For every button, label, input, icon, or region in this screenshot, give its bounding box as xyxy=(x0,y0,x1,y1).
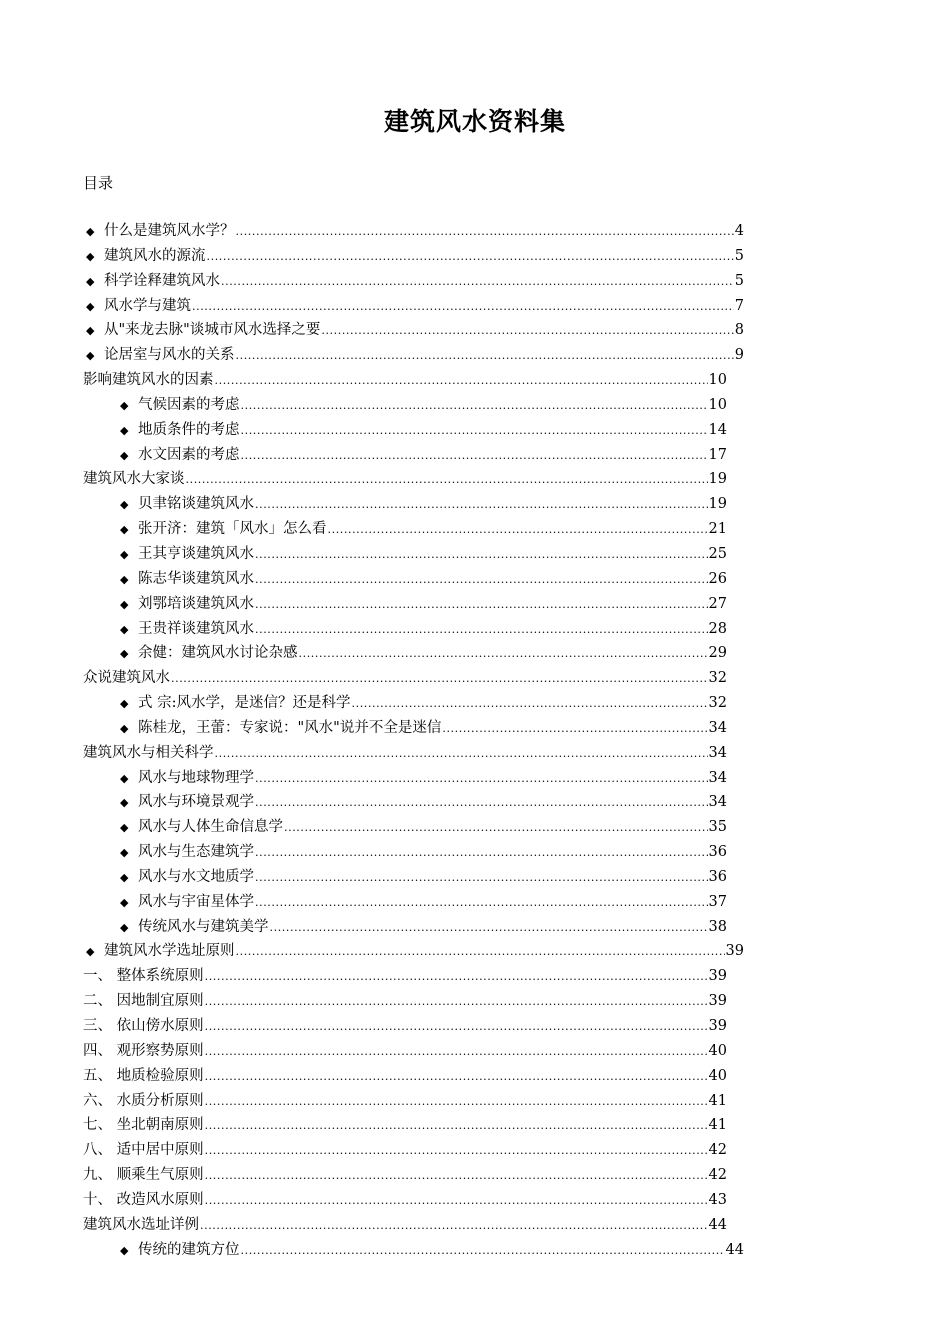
toc-section-heading[interactable]: 三、 依山傍水原则 ..... 39 xyxy=(0,1014,727,1039)
toc-entry[interactable]: ◆ 风水与宇宙星体学 ..... 37 xyxy=(0,890,727,915)
diamond-bullet-icon: ◆ xyxy=(120,870,129,884)
document-title: 建筑风水资料集 xyxy=(383,107,566,136)
toc-page-number: 8 xyxy=(734,322,744,339)
toc-page-number: 44 xyxy=(708,1216,727,1233)
diamond-bullet-icon: ◆ xyxy=(86,945,95,959)
toc-entry[interactable]: ◆ 建筑风水的源流 ..... 5 xyxy=(0,244,744,269)
diamond-bullet-icon: ◆ xyxy=(120,547,129,561)
toc-section-heading[interactable]: 七、 坐北朝南原则 ..... 41 xyxy=(0,1113,727,1138)
toc-page-number: 37 xyxy=(708,893,727,910)
toc-page-number: 10 xyxy=(708,396,727,413)
diamond-bullet-icon: ◆ xyxy=(86,225,95,238)
toc-page-number: 29 xyxy=(708,645,727,662)
diamond-bullet-icon: ◆ xyxy=(120,398,129,412)
diamond-bullet-icon: ◆ xyxy=(120,895,129,909)
toc-section-heading[interactable]: 影响建筑风水的因素 ..... 10 xyxy=(0,368,727,393)
toc-page-number: 39 xyxy=(708,993,727,1010)
toc-page-number: 42 xyxy=(708,1142,727,1159)
toc-section-heading[interactable]: 一、 整体系统原则 ..... 39 xyxy=(0,964,727,989)
toc-entry[interactable]: ◆ 余健：建筑风水讨论杂感 ..... 29 xyxy=(0,641,727,666)
toc-section-heading[interactable]: 二、 因地制宜原则 ..... 39 xyxy=(0,989,727,1014)
diamond-bullet-icon: ◆ xyxy=(120,498,129,512)
toc-page-number: 43 xyxy=(708,1191,727,1208)
toc-page-number: 41 xyxy=(708,1092,727,1109)
diamond-bullet-icon: ◆ xyxy=(86,349,95,363)
toc-entry[interactable]: ◆ 王贵祥谈建筑风水 ..... 28 xyxy=(0,617,727,642)
diamond-bullet-icon: ◆ xyxy=(120,796,129,810)
toc-entry[interactable]: ◆ 风水与环境景观学 ..... 34 xyxy=(0,790,727,815)
diamond-bullet-icon: ◆ xyxy=(120,597,129,611)
toc-section-heading[interactable]: 四、 观形察势原则 ..... 40 xyxy=(0,1039,727,1064)
toc-entry[interactable]: ◆ 风水学与建筑 ..... 7 xyxy=(0,294,744,319)
diamond-bullet-icon: ◆ xyxy=(120,448,129,462)
toc-page-number: 9 xyxy=(734,347,744,364)
toc-page-number: 34 xyxy=(708,794,727,811)
toc-entry[interactable]: ◆ 水文因素的考虑 ..... 17 xyxy=(0,443,727,468)
toc-page-number: 28 xyxy=(708,620,727,637)
toc-entry[interactable]: ◆ 风水与地球物理学 ..... 34 xyxy=(0,766,727,791)
toc-page-number: 7 xyxy=(734,297,744,314)
diamond-bullet-icon: ◆ xyxy=(120,572,129,586)
diamond-bullet-icon: ◆ xyxy=(120,821,129,835)
toc-section-heading[interactable]: 五、 地质检验原则 ..... 40 xyxy=(0,1064,727,1089)
diamond-bullet-icon: ◆ xyxy=(120,920,129,934)
toc-page-number: 26 xyxy=(708,570,727,587)
diamond-bullet-icon: ◆ xyxy=(120,647,129,661)
diamond-bullet-icon: ◆ xyxy=(120,697,129,711)
toc-page-number: 5 xyxy=(734,272,744,289)
toc-page-number: 39 xyxy=(725,943,744,960)
toc-entry[interactable]: ◆ 风水与人体生命信息学 ..... 35 xyxy=(0,815,727,840)
toc-heading: 目录 xyxy=(83,174,114,192)
table-of-contents xyxy=(0,219,950,1262)
diamond-bullet-icon: ◆ xyxy=(120,423,129,437)
toc-entry[interactable]: ◆ 张开济：建筑「风水」怎么看 ..... 21 xyxy=(0,517,727,542)
toc-entry[interactable]: ◆ 风水与水文地质学 ..... 36 xyxy=(0,865,727,890)
diamond-bullet-icon: ◆ xyxy=(120,1243,129,1257)
toc-page-number: 5 xyxy=(734,247,744,264)
diamond-bullet-icon: ◆ xyxy=(120,721,129,735)
toc-page-number: 36 xyxy=(708,868,727,885)
toc-entry[interactable]: ◆ 建筑风水学选址原则 ..... 39 xyxy=(0,939,744,964)
diamond-bullet-icon: ◆ xyxy=(86,299,95,313)
toc-page-number: 19 xyxy=(708,471,727,488)
toc-section-heading[interactable]: 九、 顺乘生气原则 ..... 42 xyxy=(0,1163,727,1188)
toc-entry[interactable]: ◆ 从"来龙去脉"谈城市风水选择之要 ..... 8 xyxy=(0,318,744,343)
toc-section-heading[interactable]: 六、 水质分析原则 ..... 41 xyxy=(0,1089,727,1114)
toc-page-number: 27 xyxy=(708,595,727,612)
diamond-bullet-icon: ◆ xyxy=(120,622,129,636)
toc-section-heading[interactable]: 众说建筑风水 ..... 32 xyxy=(0,666,727,691)
toc-entry[interactable]: ◆ 科学诠释建筑风水 ..... 5 xyxy=(0,269,744,294)
toc-entry[interactable]: ◆ 传统风水与建筑美学 ..... 38 xyxy=(0,915,727,940)
toc-entry[interactable]: ◆ 式 宗:风水学，是迷信？还是科学 ..... 32 xyxy=(0,691,727,716)
toc-page-number: 39 xyxy=(708,1018,727,1034)
diamond-bullet-icon: ◆ xyxy=(86,274,95,288)
toc-section-heading[interactable]: 十、 改造风水原则 ..... 43 xyxy=(0,1188,727,1213)
toc-page-number: 34 xyxy=(708,719,727,736)
toc-entry[interactable]: ◆ 陈桂龙，王蕾：专家说："风水"说并不全是迷信 ..... 34 xyxy=(0,716,727,741)
diamond-bullet-icon: ◆ xyxy=(86,249,95,263)
toc-page-number: 35 xyxy=(708,819,727,836)
toc-section-heading[interactable]: 八、 适中居中原则 ..... 42 xyxy=(0,1138,727,1163)
toc-page-number: 14 xyxy=(708,421,727,438)
toc-page-number: 34 xyxy=(708,769,727,786)
toc-page-number: 21 xyxy=(708,521,727,538)
toc-page-number: 40 xyxy=(708,1042,727,1059)
toc-entry[interactable]: ◆ 气候因素的考虑 ..... 10 xyxy=(0,393,727,418)
toc-page-number: 32 xyxy=(708,695,727,712)
toc-page-number: 41 xyxy=(708,1117,727,1134)
toc-page-number: 4 xyxy=(734,223,744,239)
toc-page-number: 36 xyxy=(708,844,727,861)
toc-entry[interactable]: ◆ 陈志华谈建筑风水 ..... 26 xyxy=(0,567,727,592)
toc-entry[interactable]: ◆ 传统的建筑方位 ..... 44 xyxy=(0,1238,744,1263)
toc-entry[interactable]: ◆ 刘鄂培谈建筑风水 ..... 27 xyxy=(0,592,727,617)
diamond-bullet-icon: ◆ xyxy=(120,523,129,537)
toc-page-number: 17 xyxy=(708,446,727,463)
diamond-bullet-icon: ◆ xyxy=(120,846,129,860)
toc-page-number: 10 xyxy=(708,372,727,389)
toc-entry[interactable]: ◆ 论居室与风水的关系 ..... 9 xyxy=(0,343,744,368)
toc-page-number: 25 xyxy=(708,545,727,562)
toc-page-number: 40 xyxy=(708,1067,727,1084)
diamond-bullet-icon: ◆ xyxy=(86,324,95,338)
toc-page-number: 32 xyxy=(708,670,727,687)
toc-entry[interactable]: ◆ 王其亨谈建筑风水 ..... 25 xyxy=(0,542,727,567)
toc-entry[interactable]: ◆ 什么是建筑风水学？ ..... 4 xyxy=(0,219,744,244)
toc-entry[interactable]: ◆ 风水与生态建筑学 ..... 36 xyxy=(0,840,727,865)
toc-entry[interactable]: ◆ 地质条件的考虑 ..... 14 xyxy=(0,418,727,443)
toc-page-number: 38 xyxy=(708,918,727,935)
toc-page-number: 44 xyxy=(725,1241,744,1258)
toc-page-number: 39 xyxy=(708,968,727,985)
toc-section-heading[interactable]: 建筑风水选址详例 ..... 44 xyxy=(0,1213,727,1238)
toc-section-heading[interactable]: 建筑风水大家谈 ..... 19 xyxy=(0,467,727,492)
toc-entry[interactable]: ◆ 贝聿铭谈建筑风水 ..... 19 xyxy=(0,492,727,517)
toc-section-heading[interactable]: 建筑风水与相关科学 ..... 34 xyxy=(0,741,727,766)
toc-page-number: 34 xyxy=(708,744,727,761)
diamond-bullet-icon: ◆ xyxy=(120,771,129,785)
toc-page-number: 19 xyxy=(708,496,727,513)
toc-page-number: 42 xyxy=(708,1167,727,1184)
